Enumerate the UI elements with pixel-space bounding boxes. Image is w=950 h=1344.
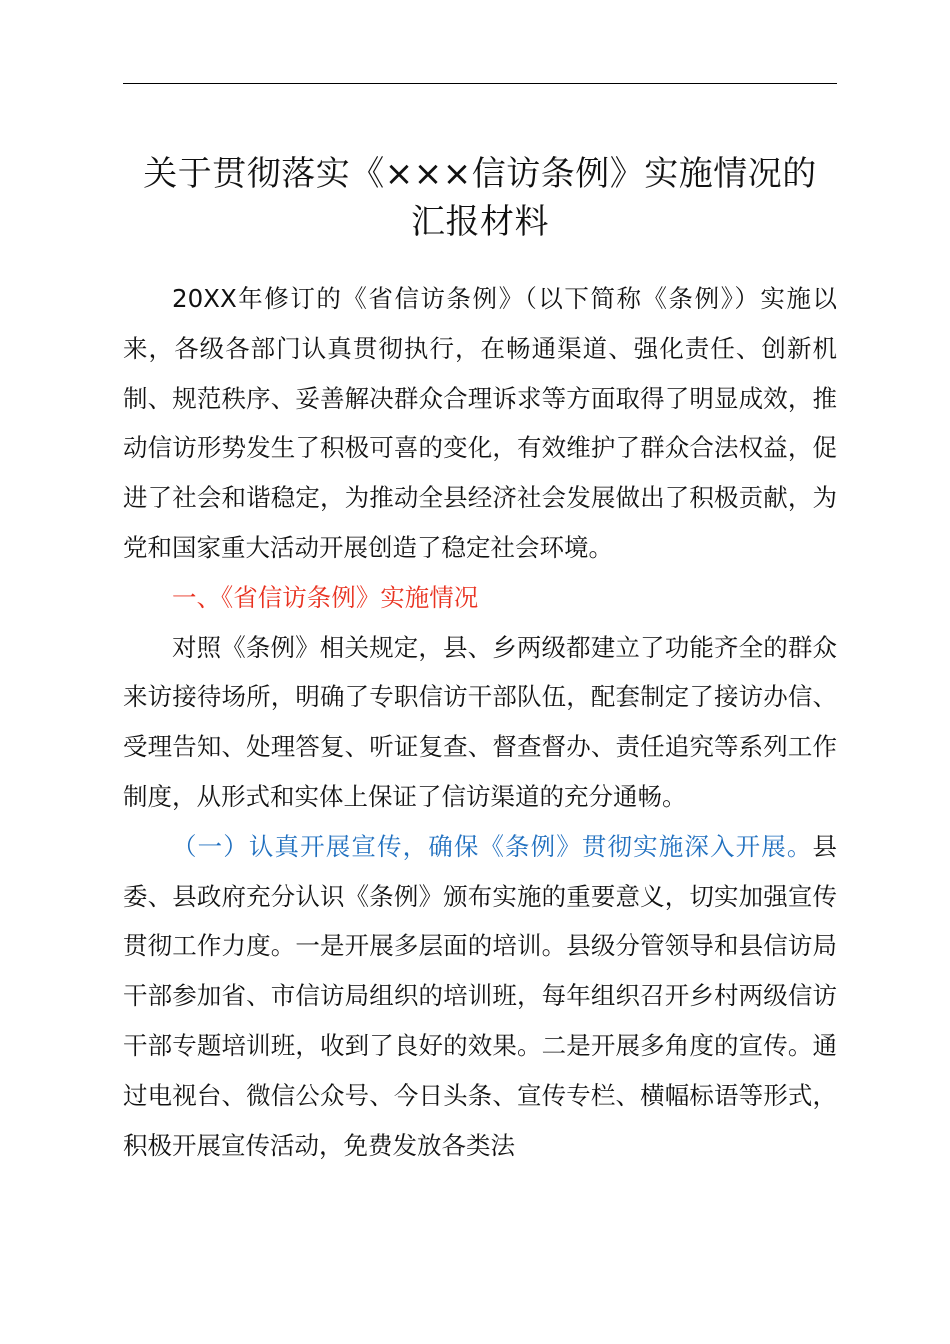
section-1-paragraph: 对照《条例》相关规定，县、乡两级都建立了功能齐全的群众来访接待场所，明确了专职信访干部队伍，配套制定了接访办信、受理告知、处理答复、听证复查、督查督办、责任追究等系列工作制度，从形式和实体上保证了信访渠道的充分通畅。 [123, 632, 837, 811]
subsection-paragraph [123, 822, 837, 1171]
intro-paragraph: 20XX年修订的《省信访条例》（以下简称《条例》）实施以来，各级各部门认真贯彻执行，在畅通渠道、强化责任、创新机制、规范秩序、妥善解决群众合理诉求等方面取得了明显成效，推动信访形势发生了积极可喜的变化，有效维护了群众合法权益，促进了社会和谐稳定，为推动全县经济社会发展做出了积极贡献，为党和国家重大活动开展创造了稳定社会环境。 [123, 284, 837, 562]
subsection-heading-1: （一）认真开展宣传，确保《条例》贯彻实施深入开展。 [172, 831, 813, 861]
title-line-1: 关于贯彻落实《×××信访条例》实施情况的 [143, 154, 817, 194]
header-rule [123, 83, 837, 84]
document-body [123, 274, 837, 1170]
title-line-2: 汇报材料 [411, 202, 549, 242]
section-heading-1: 一、《省信访条例》实施情况 [172, 582, 479, 612]
subsection-1-text: 县委、县政府充分认识《条例》颁布实施的重要意义，切实加强宣传贯彻工作力度。一是开展多层面的培训。县级分管领导和县信访局干部参加省、市信访局组织的培训班，每年组织召开乡村两级信访干部专题培训班，收到了良好的效果。二是开展多角度的宣传。通过电视台、微信公众号、今日头条、宣传专栏、横幅标语等形式，积极开展宣传活动，免费发放各类法 [123, 831, 837, 1160]
document-title [123, 150, 837, 246]
